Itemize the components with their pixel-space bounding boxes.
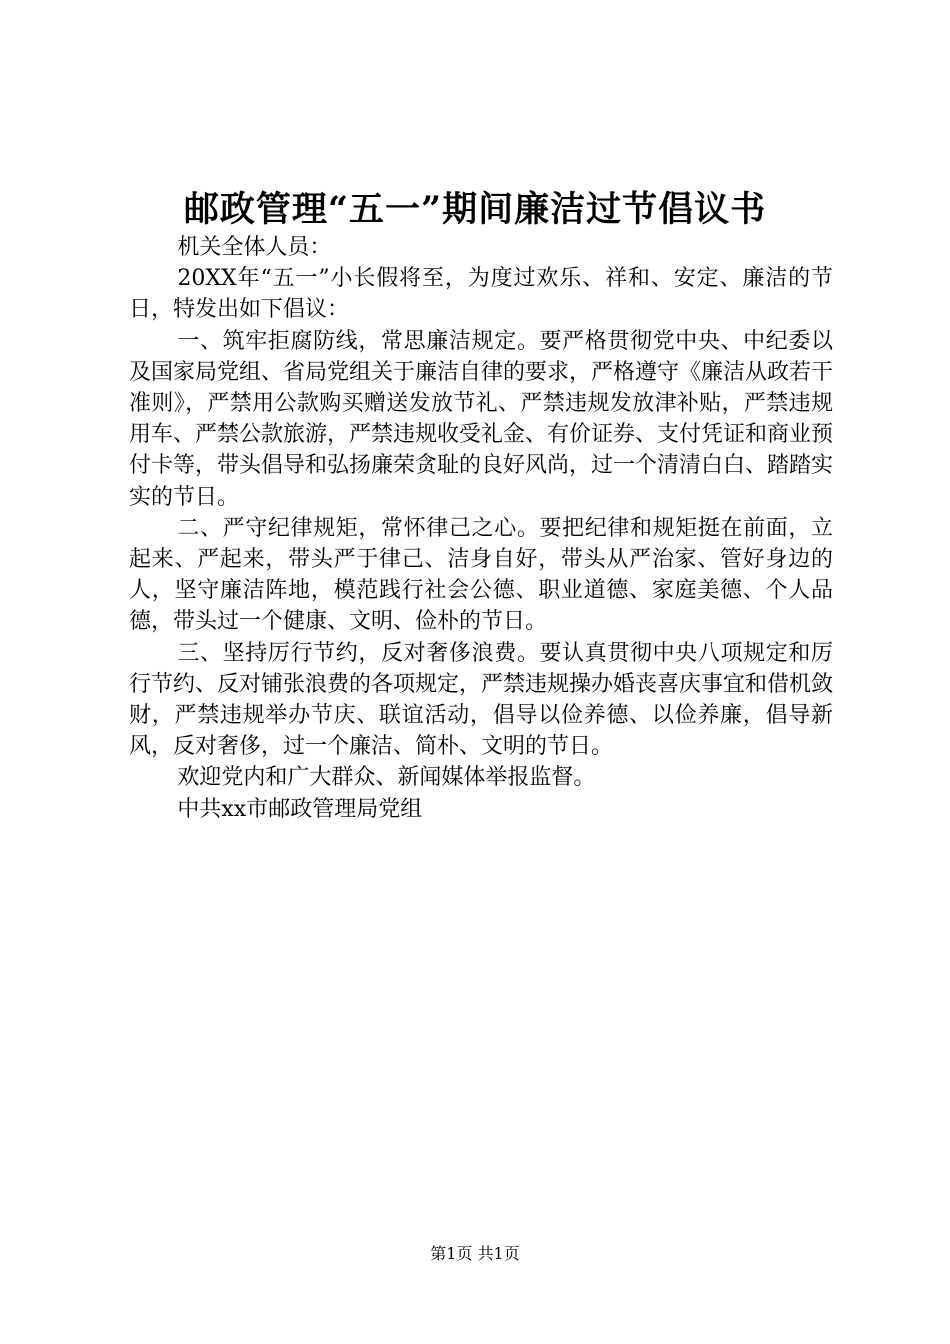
signature: 中共xx市邮政管理局党组 (177, 796, 423, 822)
paragraph-closing: 欢迎党内和广大群众、新闻媒体举报监督。 (177, 765, 596, 791)
paragraph-point-one: 一、筑牢拒腐防线，常思廉洁规定。要严格贯彻党中央、中纪委以及国家局党组、省局党组关于廉洁自律的要求，严格遵守《廉洁从政若干准则》，严禁用公款购买赠送发放节礼、严禁违规发放津补贴，严禁违规用车、严禁公款旅游，严禁违规收受礼金、有价证券、支付凭证和商业预付卡等，带头倡导和弘扬廉荣贪耻的良好风尚，过一个清清白白、踏踏实实的节日。 (129, 328, 834, 510)
document-body (129, 232, 833, 825)
paragraph-intro: 20XX年“五一”小长假将至，为度过欢乐、祥和、安定、廉洁的节日，特发出如下倡议： (129, 266, 833, 323)
document-title: 邮政管理“五一”期间廉洁过节倡议书 (183, 189, 767, 230)
paragraph-point-two: 二、严守纪律规矩，常怀律己之心。要把纪律和规矩挺在前面，立起来、严起来，带头严于律己、洁身自好，带头从严治家、管好身边的人，坚守廉洁阵地，模范践行社会公德、职业道德、家庭美德、个人品德，带头过一个健康、文明、俭朴的节日。 (129, 515, 833, 635)
page-number: 第1页 共1页 (430, 1244, 520, 1263)
paragraph-point-three: 三、坚持厉行节约，反对奢侈浪费。要认真贯彻中央八项规定和厉行节约、反对铺张浪费的各项规定，严禁违规操办婚丧喜庆事宜和借机敛财，严禁违规举办节庆、联谊活动，倡导以俭养德、以俭养廉，倡导新风，反对奢侈，过一个廉洁、简朴、文明的节日。 (129, 640, 834, 760)
salutation: 机关全体人员： (177, 235, 332, 260)
